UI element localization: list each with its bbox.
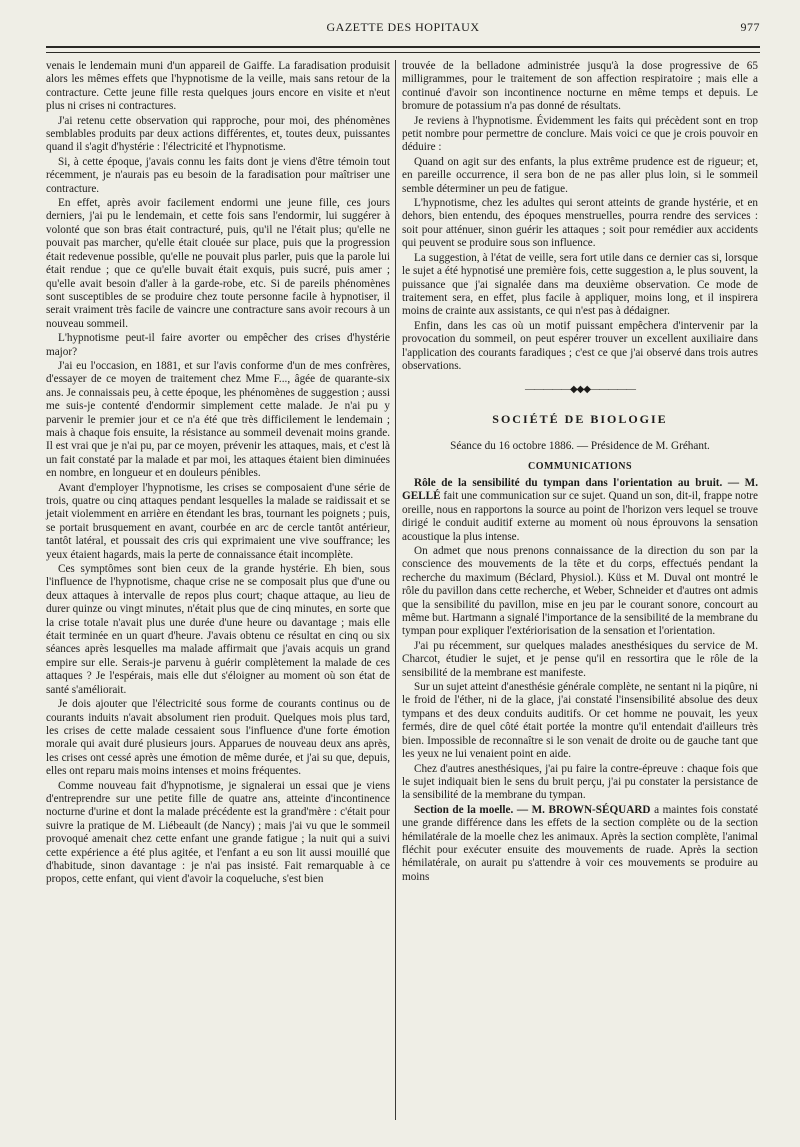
paragraph: La suggestion, à l'état de veille, sera fort utile dans ce dernier cas si, lorsque le sujet a été hypnotisé une première fois, cette suggestion a, le plus souvent, la puissance que j'ai signalée dans ma deuxième observation. Ce mode de traitement sera, en effet, plus facile à appliquer, moins long, et il inspirera moins de crainte aux assistants, ce qui n'est pas à dédaigner. [402,251,758,318]
paragraph: Si, à cette époque, j'avais connu les faits dont je viens d'être témoin tout récemment, je n'aurais pas eu besoin de la faradisation pour maîtriser une contracture. [46,155,390,195]
paragraph: trouvée de la belladone administrée jusqu'à la dose progressive de 65 milligrammes, pour le traitement de son affection respiratoire ; mais elle a continué d'avoir son incontinence nocturne en même temps et depuis. Le bromure de potassium n'a pas donné de résultats. [402,60,758,113]
paragraph: Je reviens à l'hypnotisme. Évidemment les faits qui précèdent sont en trop petit nombre pour permettre de conclure. Mais voici ce que je crois pouvoir en déduire : [402,114,758,154]
section-ornament: —————◆◆◆————— [524,384,636,396]
paragraph: Comme nouveau fait d'hypnotisme, je signalerai un essai que je viens d'entreprendre sur une petite fille de quatre ans, atteinte d'incontinence nocturne d'urine et dont la malade précédente est la grand'mère : c'était pour suivre la pratique de M. Liébeault (de Nancy) ; mais j'ai vu que le sommeil provoqué amenait chez cette enfant une grande fatigue ; la nuit qui a suivi cette expérience a été plus agitée, et l'enfant a eu son lit aussi mouillé que d'habitude, sinon davantage : je n'ai pas insisté. Fait remarquable à ce propos, cette enfant, qui vient d'avoir la coqueluche, s'est bien [46,779,390,886]
section-title: SOCIÉTÉ DE BIOLOGIE [492,411,668,426]
paragraph-text: fait une communication sur ce sujet. Quand un son, dit-il, frappe notre oreille, nous en rapportons la source au point de l'horizon vers lequel se trouve dirigé le conduit auditif externe au moment où nous éprouvons la sensation acoustique la plus intense. [402,490,758,543]
paragraph: Enfin, dans les cas où un motif puissant empêchera d'intervenir par la provocation du sommeil, on peut espérer trouver un excellent auxiliaire dans l'application des courants faradiques ; c'est ce que j'ai observé dans trois autres observations. [402,319,758,372]
paragraph: J'ai retenu cette observation qui rapproche, pour moi, des phénomènes semblables produits par deux actions différentes, et, toutes deux, puissantes quand il s'agit d'hystérie : l'électricité et l'hypnotisme. [46,114,390,154]
paragraph: Chez d'autres anesthésiques, j'ai pu faire la contre-épreuve : chaque fois que le sujet indiquait bien le sens du bruit perçu, j'ai pu constater la persistance de la sensibilité de la membrane du tympan. [402,762,758,802]
article-heading: Rôle de la sensibilité du tympan dans l'orientation au bruit. — M. GELLÉ [402,476,758,503]
communications-heading: COMMUNICATIONS [527,460,633,472]
header-rule-thick [46,46,760,48]
paragraph: L'hypnotisme peut-il faire avorter ou empêcher des crises d'hystérie major? [46,332,390,358]
paragraph: L'hypnotisme, chez les adultes qui seront atteints de grande hystérie, et en dehors, bien entendu, des époques menstruelles, pourra rendre des services : soit pour atténuer, sinon guérir les attaques ; soit pour remédier aux accidents qui peuvent se produire sous son influence. [402,197,758,250]
session-line: Séance du 16 octobre 1886. — Présidence de M. Gréhant. [450,440,710,453]
right-column [402,60,758,885]
paragraph-text: a maintes fois constaté une grande différence dans les effets de la section complète ou de la section hémilatérale de la moelle chez les animaux. Après la section complète, l'animal fléchit pour exécuter ensuite des mouvements de ruade. Après la section hémilatérale, on aurait pu s'attendre à voir ces mouvements se produire au moins [402,803,758,883]
paragraph: Sur un sujet atteint d'anesthésie générale complète, ne sentant ni la piqûre, ni le froid de l'éther, ni de la glace, j'ai constaté l'insensibilité absolue des deux tympans et des deux conduits auditifs. Or cet homme ne pouvait, les yeux fermés, dire de quel côté était portée la montre qu'il entendait d'ailleurs très bien. Impossible de reconnaître si le son venait de droite ou de gauche tant que les yeux ne lui venaient point en aide. [402,681,758,761]
left-column [46,60,390,888]
paragraph: Ces symptômes sont bien ceux de la grande hystérie. Eh bien, sous l'influence de l'hypnotisme, chaque crise ne se composait plus que d'une ou deux attaques à intervalle de repos plus court; chaque attaque, au lieu de durer quinze ou vingt minutes, n'était plus que de cinq minutes, en sorte que la crise totale n'avait plus une durée d'une heure ou davantage ; mais elle était terminée en un quart d'heure. J'avais obtenu ce résultat en cinq ou six séances après lesquelles ma malade affirmait que j'avais acquis un grand empire sur elle. Serais-je parvenu à guérir complètement la malade de ces attaques ? Je l'espérais, mais elle dut s'éloigner au moment où son état de santé s'améliorait. [46,563,390,696]
journal-title: GAZETTE DES HOPITAUX [326,20,480,34]
paragraph: J'ai pu récemment, sur quelques malades anesthésiques du service de M. Charcot, étudier le sujet, et je pense qu'il en ressortira que le rôle de la sensibilité de la membrane est manifeste. [402,639,758,679]
article-heading: Section de la moelle. — M. BROWN-SÉQUARD [414,803,651,816]
paragraph: venais le lendemain muni d'un appareil de Gaiffe. La faradisation produisit alors les mêmes effets que l'hypnotisme de la veille, mais sans retour de la contracture. Cette jeune fille resta quelques jours encore en visite et n'eut plus ni crises ni contractures. [46,60,390,113]
paragraph-with-heading [402,804,758,884]
column-separator [395,60,396,1120]
paragraph: J'ai eu l'occasion, en 1881, et sur l'avis conforme d'un de mes confrères, d'essayer de ce moyen de traitement chez Mme F..., âgée de quarante-six ans. Je connaissais peu, à cette époque, les phénomènes de suggestion ; aussi me suis-je contenté d'endormir simplement cette malade. Je n'ai pu y parvenir le premier jour et ce n'a été que très difficilement le lendemain ; mais à chaque fois ensuite, la résistance au sommeil devenait moins grande. Il est vrai que je n'ai pu, par ce moyen, prévenir les attaques, mais, et c'est là un fait constaté par la malade et par moi, les attaques étaient bien diminuées en nombre, en longueur et en douleurs pénibles. [46,359,390,480]
paragraph: Avant d'employer l'hypnotisme, les crises se composaient d'une série de trois, quatre ou cinq attaques pendant lesquelles la malade se raidissait et se jetait violemment en arrière en étendant les bras, tournant les poignets ; puis, se portait brusquement en avant, courbée en arc de cercle tantôt antérieur, tantôt latéral, et poussait des cris qui exprimaient une vive souffrance; les yeux étaient hagards, mais la perte de connaissance était incomplète. [46,481,390,561]
page-header [46,20,760,38]
header-rule-thin [46,52,760,53]
paragraph: Je dois ajouter que l'électricité sous forme de courants continus ou de courants induits n'avait absolument rien produit. Quelques mois plus tard, les crises de cette malade cessaient sous l'influence d'une forte émotion morale qui avait duré plusieurs jours. Apparues de nouveau deux ans après, les crises ont cessé après une émotion de même durée, et j'ai su que, depuis, elles ont reparu mais moins intenses et moins fréquentes. [46,698,390,778]
paragraph: On admet que nous prenons connaissance de la direction du son par la conscience des mouvements de la tête et du corps, effectués pendant la recherche du maximum (Béclard, Physiol.). Küss et M. Duval ont montré le rôle du pavillon dans cette recherche, et Weber, Schneider et d'autres ont admis que la sensibilité du pavillon, mise en jeu par le courant sonore, concourt au même but. Hartmann a signalé l'importance de la sensibilité de la membrane du tympan pour expliquer l'extériorisation de la sensation et l'orientation. [402,545,758,638]
paragraph: Quand on agit sur des enfants, la plus extrême prudence est de rigueur; et, en pareille occurrence, il sera bon de ne pas aller plus loin, si le sommeil semble déterminer un peu de fatigue. [402,155,758,195]
paragraph: En effet, après avoir facilement endormi une jeune fille, ces jours derniers, j'ai pu le lendemain, et cette fois sans l'endormir, lui suggérer à volonté que son bras était contracturé, puis, qu'il ne l'était plus; qu'elle ne pouvait pas marcher, qu'elle était clouée sur place, puis que la progression était redevenue possible, qu'elle ne pouvait plus parler, puis que la parole lui était rendue ; que ce qu'elle buvait était exquis, puis sucré, puis amer ; qu'elle avait besoin d'aller à la garde-robe, etc. Si de pareils phénomènes sont susceptibles de se produire chez toute personne facile à hypnotiser, il serait vraiment très facile de vaincre une contracture sans avoir recours à un nouveau sommeil. [46,197,390,330]
page-number: 977 [740,20,760,34]
paragraph-with-heading [402,477,758,544]
